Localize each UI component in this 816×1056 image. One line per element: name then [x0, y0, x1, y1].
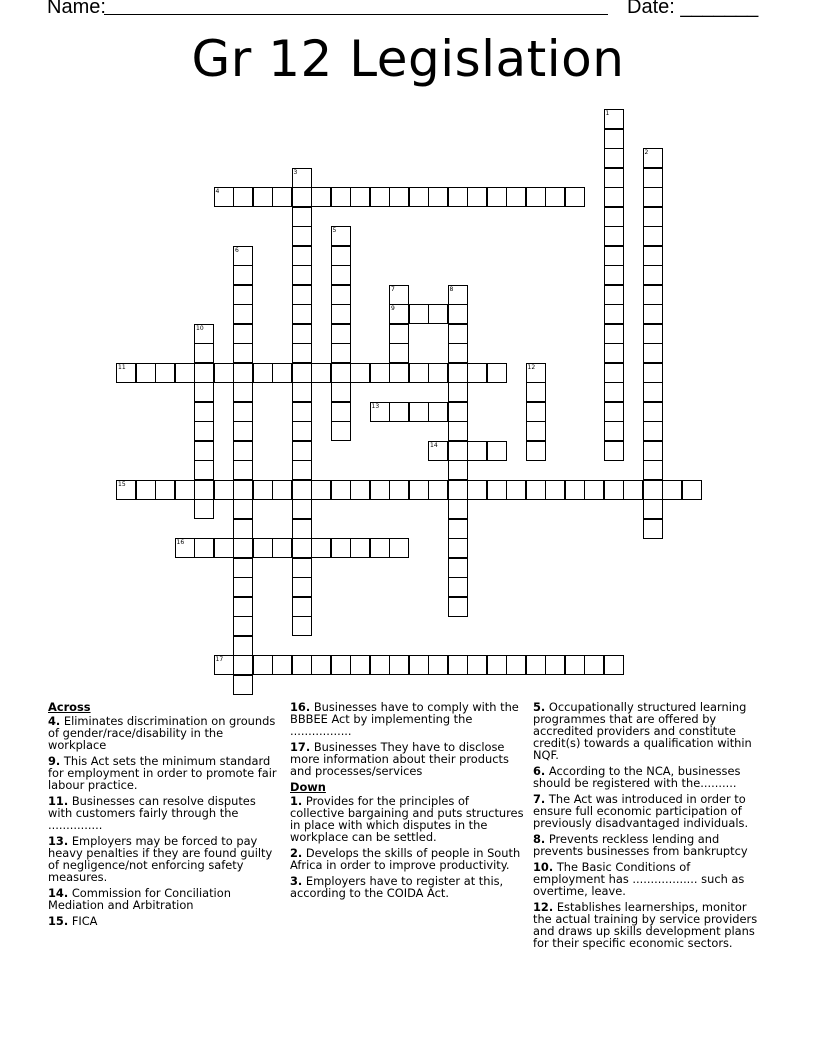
grid-cell[interactable] [194, 499, 214, 519]
grid-cell[interactable] [214, 538, 234, 558]
grid-cell[interactable] [370, 480, 390, 500]
grid-cell[interactable] [526, 382, 546, 402]
grid-cell[interactable] [194, 441, 214, 461]
grid-cell[interactable] [194, 343, 214, 363]
grid-cell[interactable] [214, 480, 234, 500]
grid-cell[interactable] [233, 363, 253, 383]
clue-item: 11. Businesses can resolve disputes with customers fairly through the ............... [48, 794, 256, 832]
grid-cell[interactable] [526, 480, 546, 500]
grid-cell[interactable] [272, 480, 292, 500]
grid-cell[interactable] [389, 655, 409, 675]
grid-cell[interactable] [448, 363, 468, 383]
down-heading: Down [290, 780, 326, 794]
grid-cell[interactable] [292, 538, 312, 558]
grid-cell[interactable] [643, 207, 663, 227]
grid-cell[interactable] [643, 148, 663, 168]
grid-cell[interactable] [292, 304, 312, 324]
grid-cell[interactable] [604, 285, 624, 305]
grid-cell[interactable] [604, 480, 624, 500]
grid-cell[interactable] [448, 324, 468, 344]
grid-cell[interactable] [233, 187, 253, 207]
grid-cell[interactable] [604, 148, 624, 168]
clue-item: 12. Establishes learnerships, monitor the actual training by service providers and draws up skills development plans for their specific economic sectors. [533, 900, 758, 950]
grid-cell[interactable] [331, 226, 351, 246]
grid-cell[interactable] [526, 363, 546, 383]
clue-item: 2. Develops the skills of people in South Africa in order to improve productivity. [290, 846, 521, 872]
grid-cell[interactable] [370, 187, 390, 207]
grid-cell[interactable] [526, 441, 546, 461]
cell-number: 11 [118, 363, 126, 371]
grid-cell[interactable] [233, 577, 253, 597]
grid-cell[interactable] [643, 285, 663, 305]
clue-item: 15. FICA [48, 914, 98, 928]
cell-number: 16 [176, 539, 185, 546]
grid-cell[interactable] [448, 655, 468, 675]
grid-cell[interactable] [233, 480, 253, 500]
grid-cell[interactable] [662, 480, 682, 500]
grid-cell[interactable] [331, 402, 351, 422]
grid-cell[interactable] [155, 480, 175, 500]
grid-cell[interactable] [292, 168, 312, 188]
grid-cell[interactable] [409, 187, 429, 207]
grid-cell[interactable] [292, 363, 312, 383]
grid-cell[interactable] [331, 480, 351, 500]
grid-cell[interactable] [214, 655, 234, 675]
grid-cell[interactable] [233, 519, 253, 539]
grid-cell[interactable] [487, 480, 507, 500]
grid-cell[interactable] [233, 382, 253, 402]
page-title: Gr 12 Legislation [191, 30, 625, 88]
grid-cell[interactable] [409, 655, 429, 675]
grid-cell[interactable] [292, 226, 312, 246]
grid-cell[interactable] [643, 304, 663, 324]
clue-item: 10. The Basic Conditions of employment has .................. such as overtime, leave. [533, 860, 745, 898]
grid-cell[interactable] [428, 441, 448, 461]
cell-number: 13 [371, 402, 380, 410]
grid-cell[interactable] [272, 363, 292, 383]
grid-cell[interactable] [428, 655, 448, 675]
grid-cell[interactable] [506, 187, 526, 207]
grid-cell[interactable] [448, 577, 468, 597]
clue-item: 4. Eliminates discrimination on grounds of gender/race/disability in the workplace [48, 714, 276, 752]
grid-cell[interactable] [331, 382, 351, 402]
grid-cell[interactable] [506, 480, 526, 500]
clue-item: 7. The Act was introduced in order to ensure full economic participation of previously disadvantaged individuals. [533, 792, 749, 830]
grid-cell[interactable] [350, 538, 370, 558]
grid-cell[interactable] [311, 363, 331, 383]
grid-cell[interactable] [448, 519, 468, 539]
grid-cell[interactable] [643, 421, 663, 441]
grid-cell[interactable] [292, 441, 312, 461]
grid-cell[interactable] [331, 343, 351, 363]
grid-cell[interactable] [604, 382, 624, 402]
grid-cell[interactable] [292, 324, 312, 344]
grid-cell[interactable] [233, 538, 253, 558]
grid-cell[interactable] [389, 538, 409, 558]
grid-cell[interactable] [272, 187, 292, 207]
clue-item: 6. According to the NCA, businesses should be registered with the.......... [533, 764, 741, 790]
grid-cell[interactable] [448, 441, 468, 461]
grid-cell[interactable] [428, 402, 448, 422]
grid-cell[interactable] [565, 655, 585, 675]
clue-item: 5. Occupationally structured learning programmes that are offered by accredited providers and constitute credit(s) towards a qualification within NQF. [533, 700, 752, 762]
grid-cell[interactable] [604, 265, 624, 285]
grid-cell[interactable] [292, 597, 312, 617]
grid-cell[interactable] [604, 441, 624, 461]
grid-cell[interactable] [643, 168, 663, 188]
grid-cell[interactable] [292, 343, 312, 363]
cell-number: 7 [391, 285, 395, 293]
grid-cell[interactable] [233, 421, 253, 441]
grid-cell[interactable] [467, 480, 487, 500]
cell-number: 4 [215, 188, 220, 195]
grid-cell[interactable] [116, 480, 136, 500]
grid-cell[interactable] [331, 363, 351, 383]
grid-cell[interactable] [292, 577, 312, 597]
clue-item: 17. Businesses They have to disclose more information about their products and processes/services [290, 740, 509, 778]
clue-item: 14. Commission for Conciliation Mediation and Arbitration [48, 886, 231, 912]
grid-cell[interactable] [604, 129, 624, 149]
grid-cell[interactable] [116, 363, 136, 383]
cell-number: 8 [449, 285, 454, 293]
clue-column-3 [533, 701, 763, 953]
clue-column-1 [48, 701, 282, 931]
grid-cell[interactable] [233, 304, 253, 324]
grid-cell[interactable] [409, 363, 429, 383]
grid-cell[interactable] [389, 187, 409, 207]
grid-cell[interactable] [214, 363, 234, 383]
grid-cell[interactable] [331, 324, 351, 344]
grid-cell[interactable] [350, 363, 370, 383]
grid-cell[interactable] [331, 285, 351, 305]
grid-cell[interactable] [643, 382, 663, 402]
grid-cell[interactable] [604, 343, 624, 363]
clue-item: 13. Employers may be forced to pay heavy penalties if they are found guilty of negligence/not enforcing safety measures. [48, 834, 273, 884]
grid-cell[interactable] [233, 265, 253, 285]
grid-cell[interactable] [448, 382, 468, 402]
grid-cell[interactable] [584, 655, 604, 675]
grid-cell[interactable] [604, 421, 624, 441]
grid-cell[interactable] [272, 538, 292, 558]
grid-cell[interactable] [194, 421, 214, 441]
grid-cell[interactable] [389, 363, 409, 383]
clue-item: 9. This Act sets the minimum standard for employment in order to promote fair labour practice. [48, 754, 277, 792]
grid-cell[interactable] [604, 187, 624, 207]
grid-cell[interactable] [194, 363, 214, 383]
grid-cell[interactable] [643, 499, 663, 519]
grid-cell[interactable] [292, 207, 312, 227]
grid-cell[interactable] [175, 480, 195, 500]
grid-cell[interactable] [428, 480, 448, 500]
grid-cell[interactable] [487, 363, 507, 383]
grid-cell[interactable] [194, 538, 214, 558]
cell-number: 10 [196, 324, 204, 332]
grid-cell[interactable] [194, 480, 214, 500]
grid-cell[interactable] [643, 226, 663, 246]
grid-cell[interactable] [643, 480, 663, 500]
grid-cell[interactable] [643, 246, 663, 266]
grid-cell[interactable] [194, 460, 214, 480]
grid-cell[interactable] [448, 402, 468, 422]
grid-cell[interactable] [350, 655, 370, 675]
grid-cell[interactable] [311, 538, 331, 558]
grid-cell[interactable] [467, 441, 487, 461]
grid-cell[interactable] [448, 597, 468, 617]
grid-cell[interactable] [292, 558, 312, 578]
grid-cell[interactable] [604, 324, 624, 344]
grid-cell[interactable] [292, 402, 312, 422]
grid-cell[interactable] [623, 480, 643, 500]
date-label[interactable]: Date: _______ [627, 0, 759, 18]
grid-cell[interactable] [428, 304, 448, 324]
grid-cell[interactable] [448, 187, 468, 207]
grid-cell[interactable] [448, 499, 468, 519]
grid-cell[interactable] [311, 480, 331, 500]
grid-cell[interactable] [643, 363, 663, 383]
grid-cell[interactable] [604, 304, 624, 324]
grid-cell[interactable] [331, 538, 351, 558]
grid-cell[interactable] [545, 480, 565, 500]
grid-cell[interactable] [311, 187, 331, 207]
grid-cell[interactable] [526, 187, 546, 207]
grid-cell[interactable] [233, 246, 253, 266]
cell-number: 1 [605, 110, 610, 117]
grid-cell[interactable] [292, 285, 312, 305]
name-label: Name: [47, 0, 106, 18]
grid-cell[interactable] [584, 480, 604, 500]
grid-cell[interactable] [370, 538, 390, 558]
clue-item: 8. Prevents reckless lending and prevents businesses from bankruptcy [533, 832, 748, 858]
grid-cell[interactable] [292, 382, 312, 402]
clue-item: 3. Employers have to register at this, according to the COIDA Act. [290, 874, 504, 900]
grid-cell[interactable] [292, 480, 312, 500]
grid-cell[interactable] [448, 558, 468, 578]
grid-cell[interactable] [643, 343, 663, 363]
grid-cell[interactable] [233, 402, 253, 422]
grid-cell[interactable] [565, 187, 585, 207]
clue-column-2 [290, 701, 526, 903]
cell-number: 5 [332, 227, 337, 234]
cell-number: 6 [235, 246, 239, 254]
grid-cell[interactable] [467, 187, 487, 207]
grid-cell[interactable] [487, 441, 507, 461]
grid-cell[interactable] [350, 480, 370, 500]
grid-cell[interactable] [428, 363, 448, 383]
grid-cell[interactable] [233, 441, 253, 461]
grid-cell[interactable] [331, 265, 351, 285]
grid-cell[interactable] [506, 655, 526, 675]
grid-cell[interactable] [389, 343, 409, 363]
grid-cell[interactable] [136, 480, 156, 500]
grid-cell[interactable] [253, 363, 273, 383]
grid-cell[interactable] [448, 538, 468, 558]
cell-number: 9 [391, 305, 395, 312]
grid-cell[interactable] [292, 265, 312, 285]
grid-cell[interactable] [253, 538, 273, 558]
grid-cell[interactable] [389, 324, 409, 344]
cell-number: 17 [215, 656, 224, 663]
grid-cell[interactable] [233, 558, 253, 578]
grid-cell[interactable] [233, 636, 253, 656]
grid-cell[interactable] [233, 616, 253, 636]
grid-cell[interactable] [448, 421, 468, 441]
grid-cell[interactable] [292, 187, 312, 207]
grid-cell[interactable] [389, 304, 409, 324]
grid-cell[interactable] [175, 363, 195, 383]
grid-cell[interactable] [643, 265, 663, 285]
cell-number: 14 [430, 441, 438, 449]
grid-cell[interactable] [194, 382, 214, 402]
grid-cell[interactable] [136, 363, 156, 383]
grid-cell[interactable] [155, 363, 175, 383]
grid-cell[interactable] [331, 421, 351, 441]
grid-cell[interactable] [604, 226, 624, 246]
grid-cell[interactable] [233, 655, 253, 675]
grid-cell[interactable] [194, 402, 214, 422]
grid-cell[interactable] [370, 363, 390, 383]
grid-cell[interactable] [448, 304, 468, 324]
grid-cell[interactable] [331, 655, 351, 675]
grid-cell[interactable] [331, 246, 351, 266]
grid-cell[interactable] [292, 421, 312, 441]
grid-cell[interactable] [370, 655, 390, 675]
grid-cell[interactable] [604, 168, 624, 188]
grid-cell[interactable] [370, 402, 390, 422]
clue-item: 1. Provides for the principles of collective bargaining and puts structures in place with which disputes in the workplace can be settled. [290, 794, 524, 844]
grid-cell[interactable] [526, 655, 546, 675]
grid-cell[interactable] [292, 460, 312, 480]
grid-cell[interactable] [526, 421, 546, 441]
grid-cell[interactable] [233, 285, 253, 305]
grid-cell[interactable] [233, 324, 253, 344]
grid-cell[interactable] [292, 519, 312, 539]
grid-cell[interactable] [253, 187, 273, 207]
grid-cell[interactable] [448, 285, 468, 305]
grid-cell[interactable] [448, 480, 468, 500]
cell-number: 12 [527, 363, 536, 371]
across-heading: Across [48, 700, 91, 714]
cell-number: 2 [644, 149, 649, 156]
grid-cell[interactable] [292, 655, 312, 675]
grid-cell[interactable] [389, 285, 409, 305]
grid-cell[interactable] [487, 655, 507, 675]
grid-cell[interactable] [604, 246, 624, 266]
grid-cell[interactable] [292, 499, 312, 519]
grid-cell[interactable] [233, 343, 253, 363]
grid-cell[interactable] [194, 324, 214, 344]
grid-cell[interactable] [253, 655, 273, 675]
grid-cell[interactable] [604, 655, 624, 675]
grid-cell[interactable] [233, 460, 253, 480]
grid-cell[interactable] [292, 616, 312, 636]
grid-cell[interactable] [233, 597, 253, 617]
grid-cell[interactable] [389, 402, 409, 422]
cell-number: 3 [293, 168, 298, 176]
grid-cell[interactable] [331, 304, 351, 324]
grid-cell[interactable] [428, 187, 448, 207]
clue-item: 16. Businesses have to comply with the BBBEE Act by implementing the ................. [290, 700, 519, 738]
grid-cell[interactable] [331, 187, 351, 207]
grid-cell[interactable] [545, 655, 565, 675]
grid-cell[interactable] [545, 187, 565, 207]
grid-cell[interactable] [389, 480, 409, 500]
grid-cell[interactable] [643, 460, 663, 480]
grid-cell[interactable] [448, 460, 468, 480]
grid-cell[interactable] [643, 324, 663, 344]
grid-cell[interactable] [175, 538, 195, 558]
grid-cell[interactable] [604, 363, 624, 383]
grid-cell[interactable] [409, 304, 429, 324]
grid-cell[interactable] [350, 187, 370, 207]
grid-cell[interactable] [253, 480, 273, 500]
grid-cell[interactable] [643, 187, 663, 207]
grid-cell[interactable] [643, 402, 663, 422]
grid-cell[interactable] [292, 246, 312, 266]
grid-cell[interactable] [682, 480, 702, 500]
grid-cell[interactable] [409, 480, 429, 500]
grid-cell[interactable] [448, 343, 468, 363]
grid-cell[interactable] [604, 402, 624, 422]
grid-cell[interactable] [233, 499, 253, 519]
grid-cell[interactable] [604, 109, 624, 129]
grid-cell[interactable] [272, 655, 292, 675]
grid-cell[interactable] [311, 655, 331, 675]
grid-cell[interactable] [487, 187, 507, 207]
grid-cell[interactable] [565, 480, 585, 500]
cell-number: 15 [118, 480, 126, 488]
grid-cell[interactable] [467, 655, 487, 675]
grid-cell[interactable] [233, 675, 253, 695]
grid-cell[interactable] [409, 402, 429, 422]
grid-cell[interactable] [467, 363, 487, 383]
grid-cell[interactable] [643, 441, 663, 461]
grid-cell[interactable] [526, 402, 546, 422]
grid-cell[interactable] [643, 519, 663, 539]
grid-cell[interactable] [214, 187, 234, 207]
grid-cell[interactable] [604, 207, 624, 227]
